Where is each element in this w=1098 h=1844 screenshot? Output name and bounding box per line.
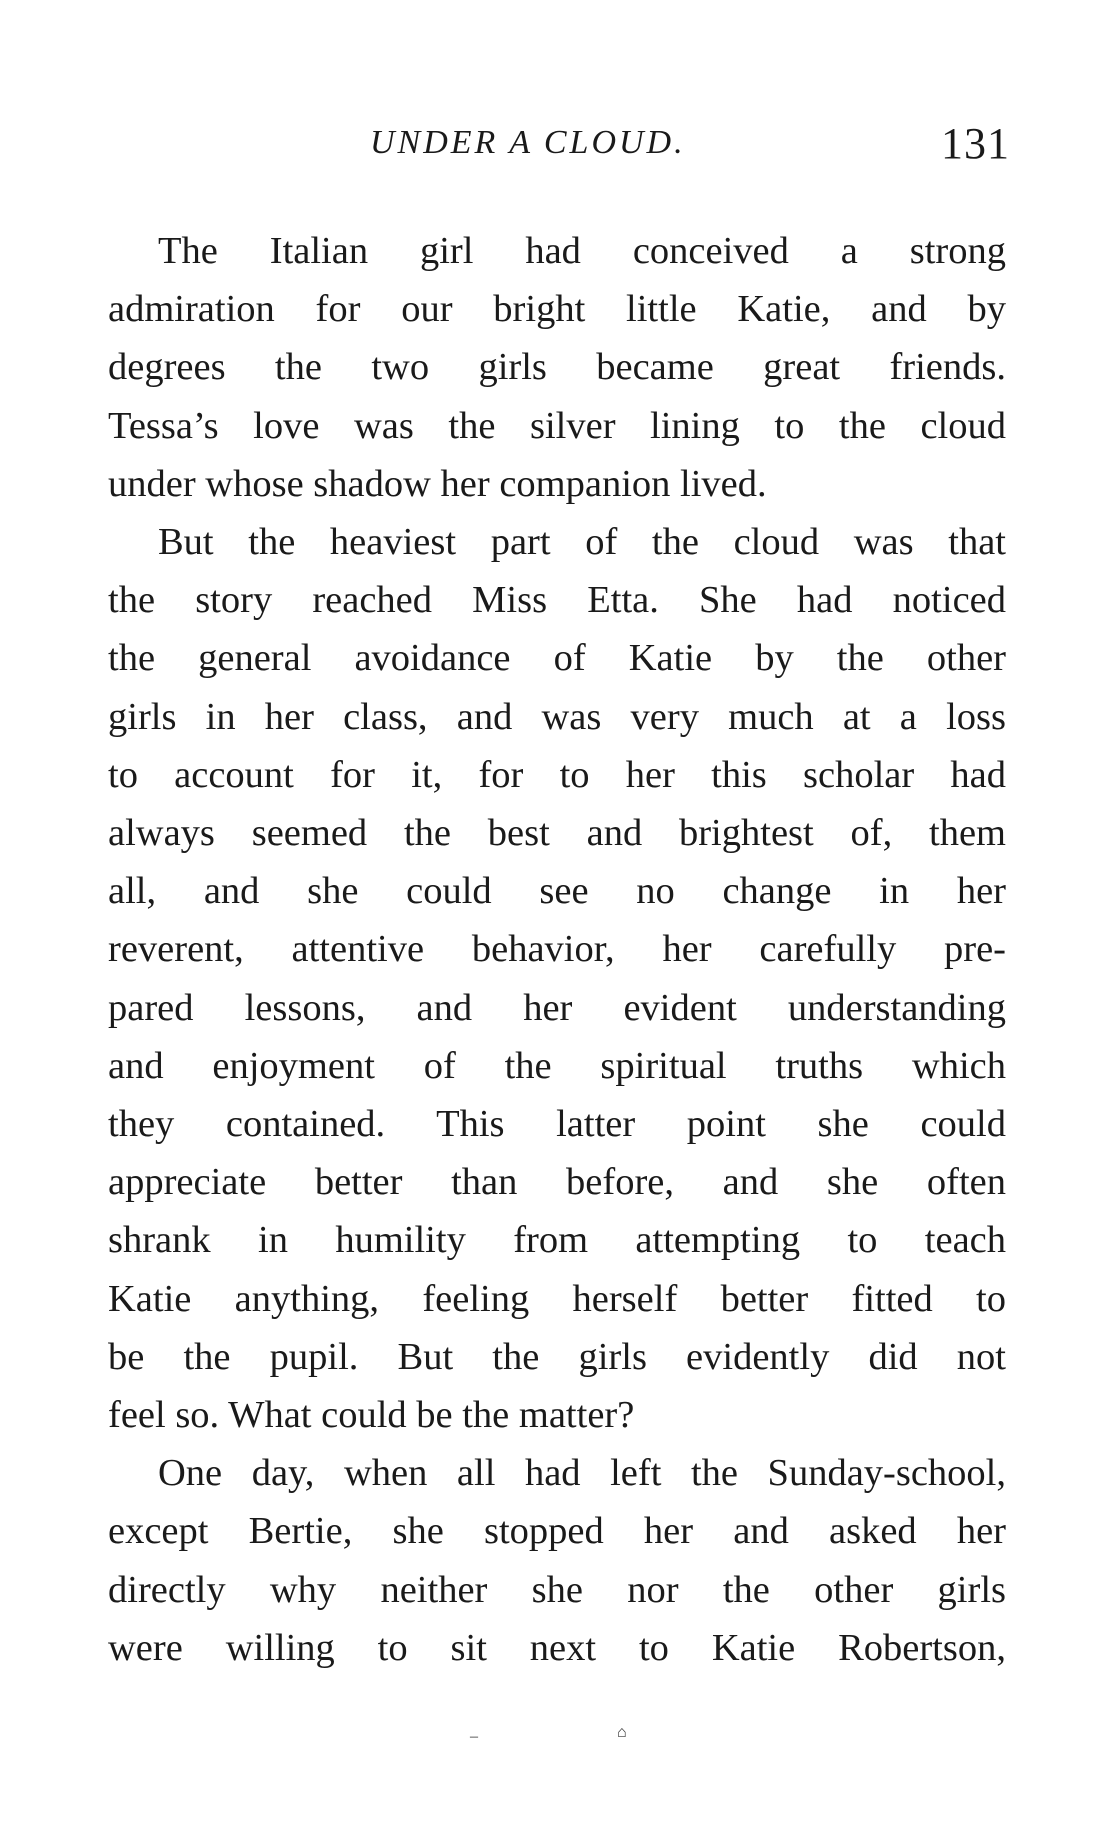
print-mark: ⌂ bbox=[617, 1724, 627, 1741]
paragraph-2 bbox=[108, 513, 1006, 1444]
text-line: directly why neither she nor the other girls bbox=[108, 1568, 1006, 1611]
text-line: degrees the two girls became great friends. bbox=[108, 346, 1006, 389]
text-line: feel so. What could be the matter? bbox=[108, 1394, 635, 1437]
text-line: to account for it, for to her this scholar had bbox=[108, 753, 1006, 796]
text-line: always seemed the best and brightest of, them bbox=[108, 812, 1006, 855]
text-line: Katie anything, feeling herself better fitted to bbox=[108, 1277, 1006, 1320]
text-line: Tessa’s love was the silver lining to the cloud bbox=[108, 404, 1006, 447]
running-title: UNDER A CLOUD. bbox=[370, 124, 686, 161]
text-line: be the pupil. But the girls evidently did not bbox=[108, 1335, 1006, 1378]
text-line: pared lessons, and her evident understanding bbox=[108, 986, 1006, 1029]
text-line: were willing to sit next to Katie Robertson, bbox=[108, 1626, 1006, 1669]
text-line: girls in her class, and was very much at a loss bbox=[108, 695, 1006, 738]
text-line: reverent, attentive behavior, her carefully pre- bbox=[108, 928, 1006, 971]
running-head bbox=[110, 118, 1010, 178]
text-line: The Italian girl had conceived a strong bbox=[158, 230, 1006, 272]
text-line: under whose shadow her companion lived. bbox=[108, 462, 767, 505]
text-line: the general avoidance of Katie by the other bbox=[108, 637, 1006, 680]
text-line: admiration for our bright little Katie, and by bbox=[108, 288, 1006, 331]
text-line: except Bertie, she stopped her and asked her bbox=[108, 1510, 1006, 1553]
page-number: 131 bbox=[941, 119, 1010, 168]
body-text bbox=[108, 222, 1006, 1677]
footer-print-marks bbox=[0, 1726, 1098, 1746]
text-line: One day, when all had left the Sunday-school, bbox=[158, 1452, 1006, 1495]
paragraph-3 bbox=[108, 1444, 1006, 1677]
text-line: the story reached Miss Etta. She had noticed bbox=[108, 579, 1006, 622]
text-line: all, and she could see no change in her bbox=[108, 870, 1006, 913]
print-mark: – bbox=[470, 1728, 478, 1745]
paragraph-1 bbox=[108, 222, 1006, 513]
text-line: shrank in humility from attempting to teach bbox=[108, 1219, 1006, 1262]
text-line: they contained. This latter point she could bbox=[108, 1103, 1006, 1146]
text-line: But the heaviest part of the cloud was that bbox=[158, 521, 1006, 564]
text-line: and enjoyment of the spiritual truths which bbox=[108, 1044, 1006, 1087]
text-line: appreciate better than before, and she often bbox=[108, 1161, 1006, 1204]
